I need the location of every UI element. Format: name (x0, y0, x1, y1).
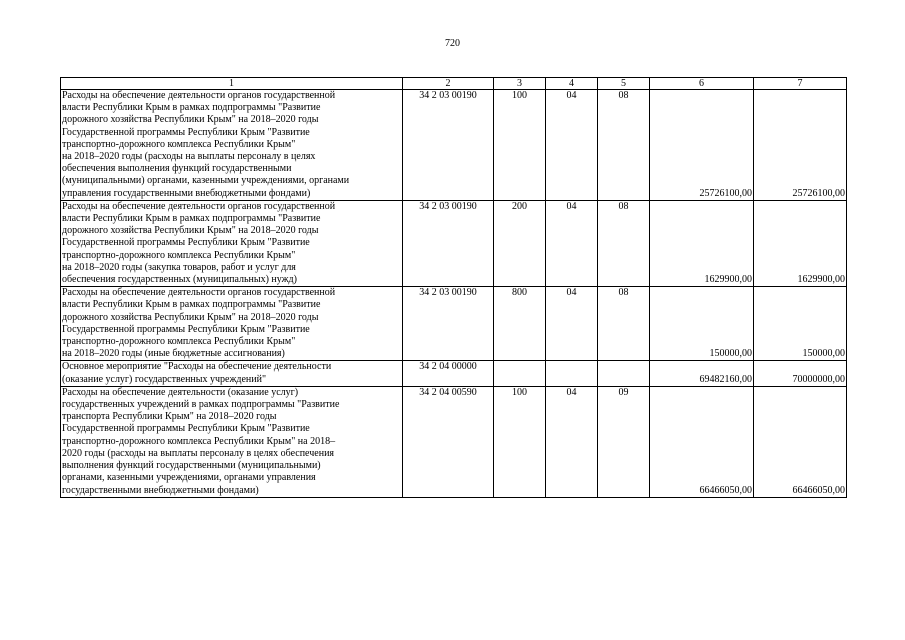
amount-col7: 150000,00 (754, 287, 847, 361)
column-header: 1 (61, 78, 403, 90)
expense-type-code: 100 (494, 386, 546, 497)
expense-type-code (494, 361, 546, 386)
expense-name: Основное мероприятие "Расходы на обеспечение деятельности (оказание услуг) государственных учреждений" (61, 361, 403, 386)
table-row (61, 200, 847, 286)
expense-name: Расходы на обеспечение деятельности органов государственной власти Республики Крым в рамках подпрограммы "Развитие дорожного хозяйства Республики Крым" на 2018–2020 годы Государственной программы Республики Крым "Развитие транспортно-дорожного комплекса Республики Крым" на 2018–2020 годы (закупка товаров, работ и услуг для обеспечения государственных (муниципальных) нужд) (61, 200, 403, 286)
table-row (61, 90, 847, 201)
amount-col6: 69482160,00 (650, 361, 754, 386)
column-header: 7 (754, 78, 847, 90)
section-code: 04 (546, 386, 598, 497)
amount-col7: 70000000,00 (754, 361, 847, 386)
amount-col7: 66466050,00 (754, 386, 847, 497)
column-header: 2 (403, 78, 494, 90)
target-article-code: 34 2 04 00590 (403, 386, 494, 497)
section-code: 04 (546, 200, 598, 286)
section-code: 04 (546, 90, 598, 201)
amount-col6: 66466050,00 (650, 386, 754, 497)
expense-type-code: 800 (494, 287, 546, 361)
column-number-row (61, 78, 847, 90)
table-row (61, 287, 847, 361)
page-number: 720 (445, 38, 460, 49)
target-article-code: 34 2 03 00190 (403, 200, 494, 286)
target-article-code: 34 2 03 00190 (403, 287, 494, 361)
subsection-code: 08 (598, 200, 650, 286)
column-header: 3 (494, 78, 546, 90)
table-row (61, 361, 847, 386)
section-code (546, 361, 598, 386)
amount-col7: 25726100,00 (754, 90, 847, 201)
expense-type-code: 100 (494, 90, 546, 201)
column-header: 6 (650, 78, 754, 90)
subsection-code: 08 (598, 287, 650, 361)
subsection-code (598, 361, 650, 386)
expense-name: Расходы на обеспечение деятельности органов государственной власти Республики Крым в рамках подпрограммы "Развитие дорожного хозяйства Республики Крым" на 2018–2020 годы Государственной программы Республики Крым "Развитие транспортно-дорожного комплекса Республики Крым" на 2018–2020 годы (иные бюджетные ассигнования) (61, 287, 403, 361)
table-row (61, 386, 847, 497)
target-article-code: 34 2 04 00000 (403, 361, 494, 386)
column-header: 4 (546, 78, 598, 90)
amount-col6: 1629900,00 (650, 200, 754, 286)
target-article-code: 34 2 03 00190 (403, 90, 494, 201)
expense-type-code: 200 (494, 200, 546, 286)
amount-col7: 1629900,00 (754, 200, 847, 286)
amount-col6: 150000,00 (650, 287, 754, 361)
column-header: 5 (598, 78, 650, 90)
section-code: 04 (546, 287, 598, 361)
expense-name: Расходы на обеспечение деятельности органов государственной власти Республики Крым в рамках подпрограммы "Развитие дорожного хозяйства Республики Крым" на 2018–2020 годы Государственной программы Республики Крым "Развитие транспортно-дорожного комплекса Республики Крым" на 2018–2020 годы (расходы на выплаты персоналу в целях обеспечения выполнения функций государственными (муниципальными) органами, казенными учреждениями, органами управления государственными внебюджетными фондами) (61, 90, 403, 201)
budget-table (60, 77, 847, 498)
subsection-code: 08 (598, 90, 650, 201)
expense-name: Расходы на обеспечение деятельности (оказание услуг) государственных учреждений в рамках подпрограммы "Развитие транспорта Республики Крым" на 2018–2020 годы Государственной программы Республики Крым "Развитие транспортно-дорожного комплекса Республики Крым" на 2018– 2020 годы (расходы на выплаты персоналу в целях обеспечения выполнения функций государственными (муниципальными) органами, казенными учреждениями, органами управления государственными внебюджетными фондами) (61, 386, 403, 497)
subsection-code: 09 (598, 386, 650, 497)
amount-col6: 25726100,00 (650, 90, 754, 201)
